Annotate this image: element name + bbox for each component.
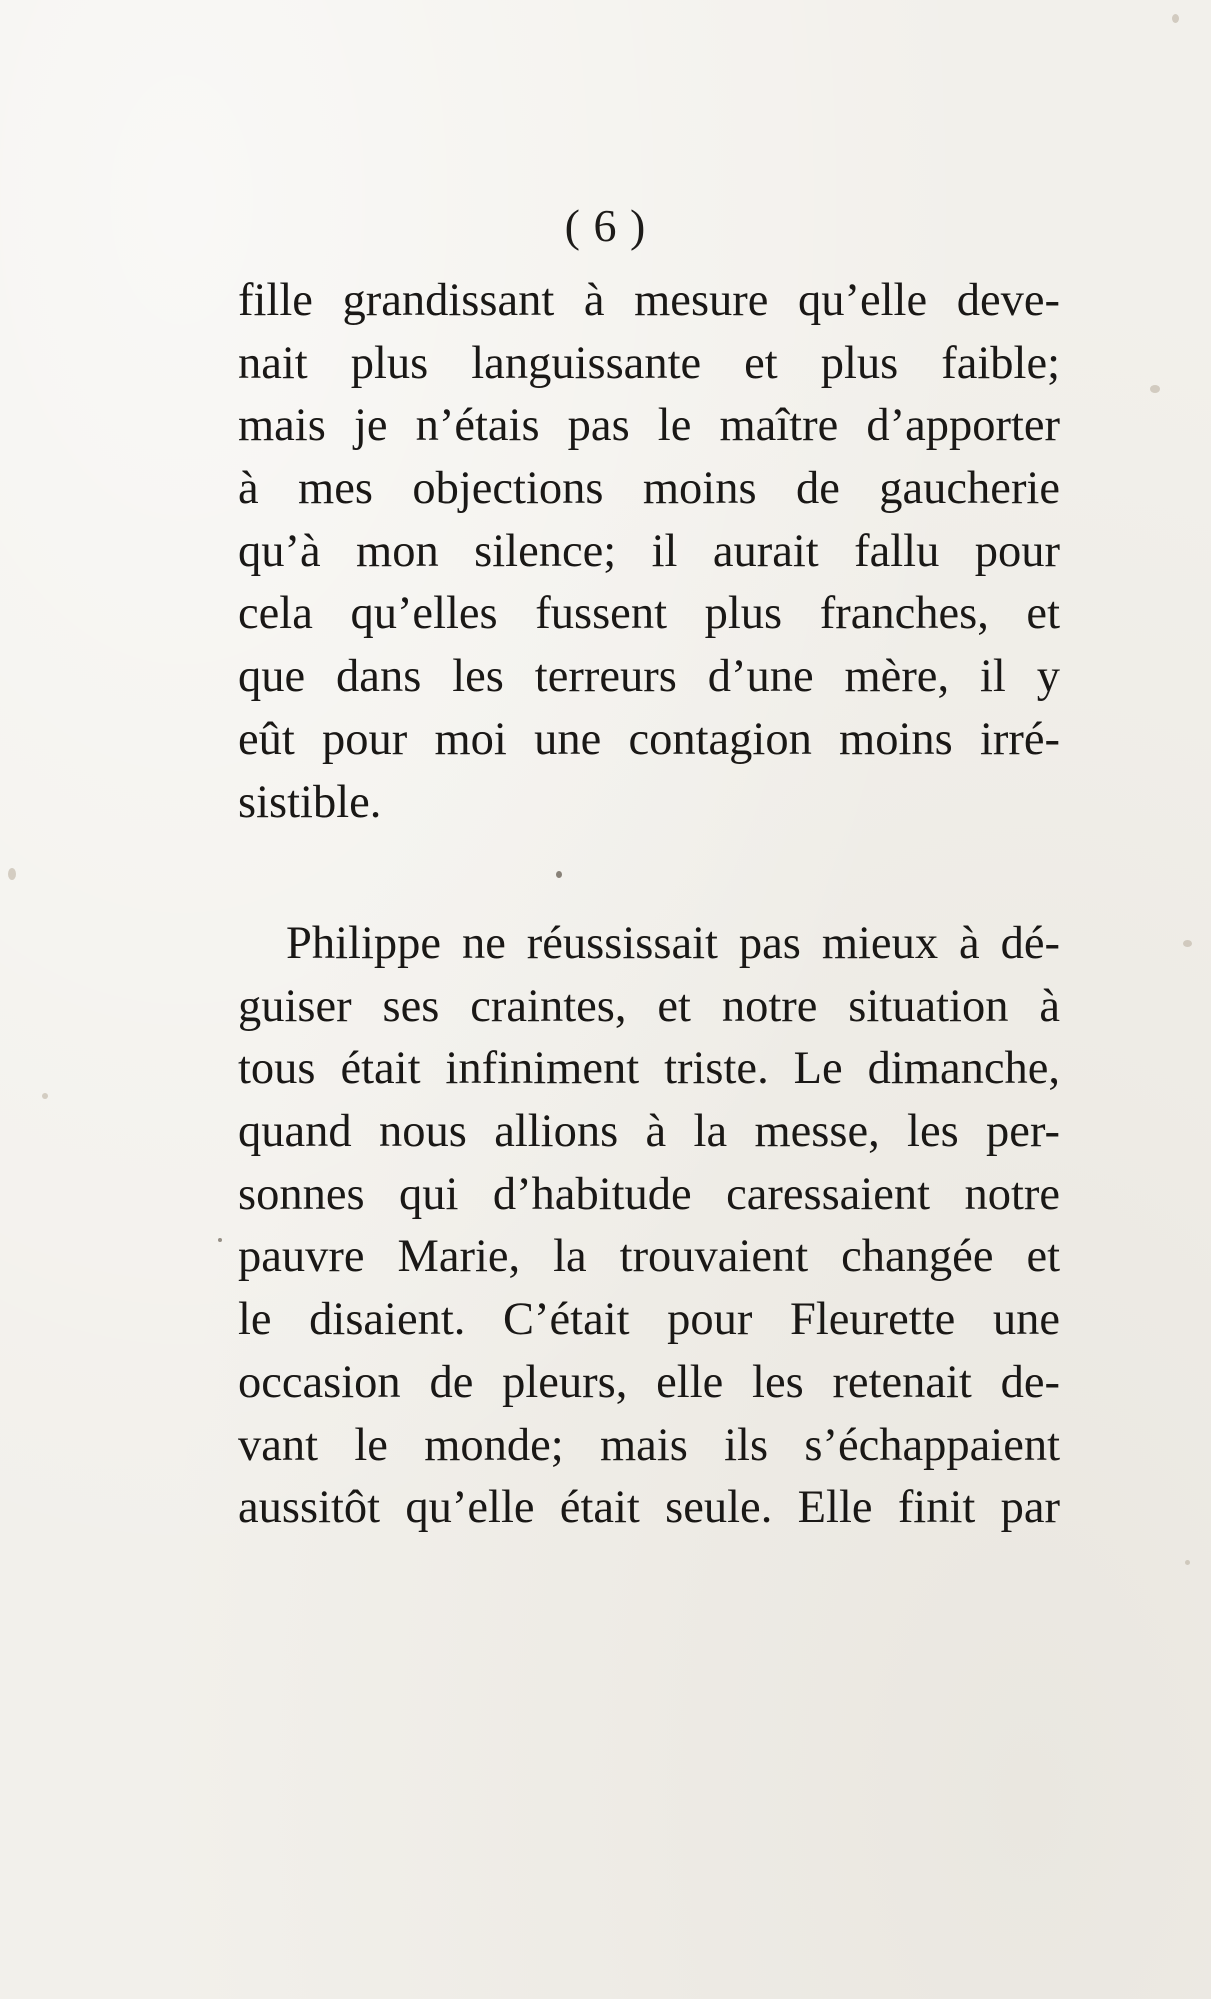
paper-speck xyxy=(42,1093,48,1099)
text-line: qu’à mon silence; il aurait fallu pour xyxy=(238,525,1060,577)
text-line: cela qu’elles fussent plus franches, et xyxy=(238,588,1060,640)
text-line: mais je n’étais pas le maître d’apporter xyxy=(238,400,1060,452)
paper-speck xyxy=(556,871,562,878)
text-line: tous était infiniment triste. Le dimanche, xyxy=(238,1043,1060,1095)
paragraph-2 xyxy=(238,913,1060,1540)
paragraph-1 xyxy=(238,270,1060,834)
text-line: vant le monde; mais ils s’échappaient xyxy=(238,1419,1060,1471)
text-line: fille grandissant à mesure qu’elle deve- xyxy=(238,275,1060,326)
text-line: eût pour moi une contagion moins irré- xyxy=(238,713,1060,765)
paper-speck xyxy=(8,868,16,880)
paper-speck xyxy=(1183,940,1192,947)
text-line: pauvre Marie, la trouvaient changée et xyxy=(238,1231,1060,1283)
text-line: guiser ses craintes, et notre situation à xyxy=(238,980,1060,1032)
paper-speck xyxy=(218,1238,222,1242)
text-line: occasion de pleurs, elle les retenait de- xyxy=(238,1356,1060,1408)
text-line: nait plus languissante et plus faible; xyxy=(238,337,1060,389)
text-line: quand nous allions à la messe, les per- xyxy=(238,1106,1060,1158)
paper-speck xyxy=(1172,14,1179,23)
text-line: Philippe ne réussissait pas mieux à dé- xyxy=(286,918,1060,969)
paper-speck xyxy=(1185,1560,1190,1565)
text-line: aussitôt qu’elle était seule. Elle finit par xyxy=(238,1482,1060,1534)
text-line: le disaient. C’était pour Fleurette une xyxy=(238,1294,1060,1346)
text-line: que dans les terreurs d’une mère, il y xyxy=(238,651,1060,703)
paper-speck xyxy=(1150,385,1160,393)
text-line: à mes objections moins de gaucherie xyxy=(238,463,1060,515)
page-number: ( 6 ) xyxy=(564,200,647,251)
text-line: sistible. xyxy=(238,776,382,828)
text-line: sonnes qui d’habitude caressaient notre xyxy=(238,1168,1060,1220)
